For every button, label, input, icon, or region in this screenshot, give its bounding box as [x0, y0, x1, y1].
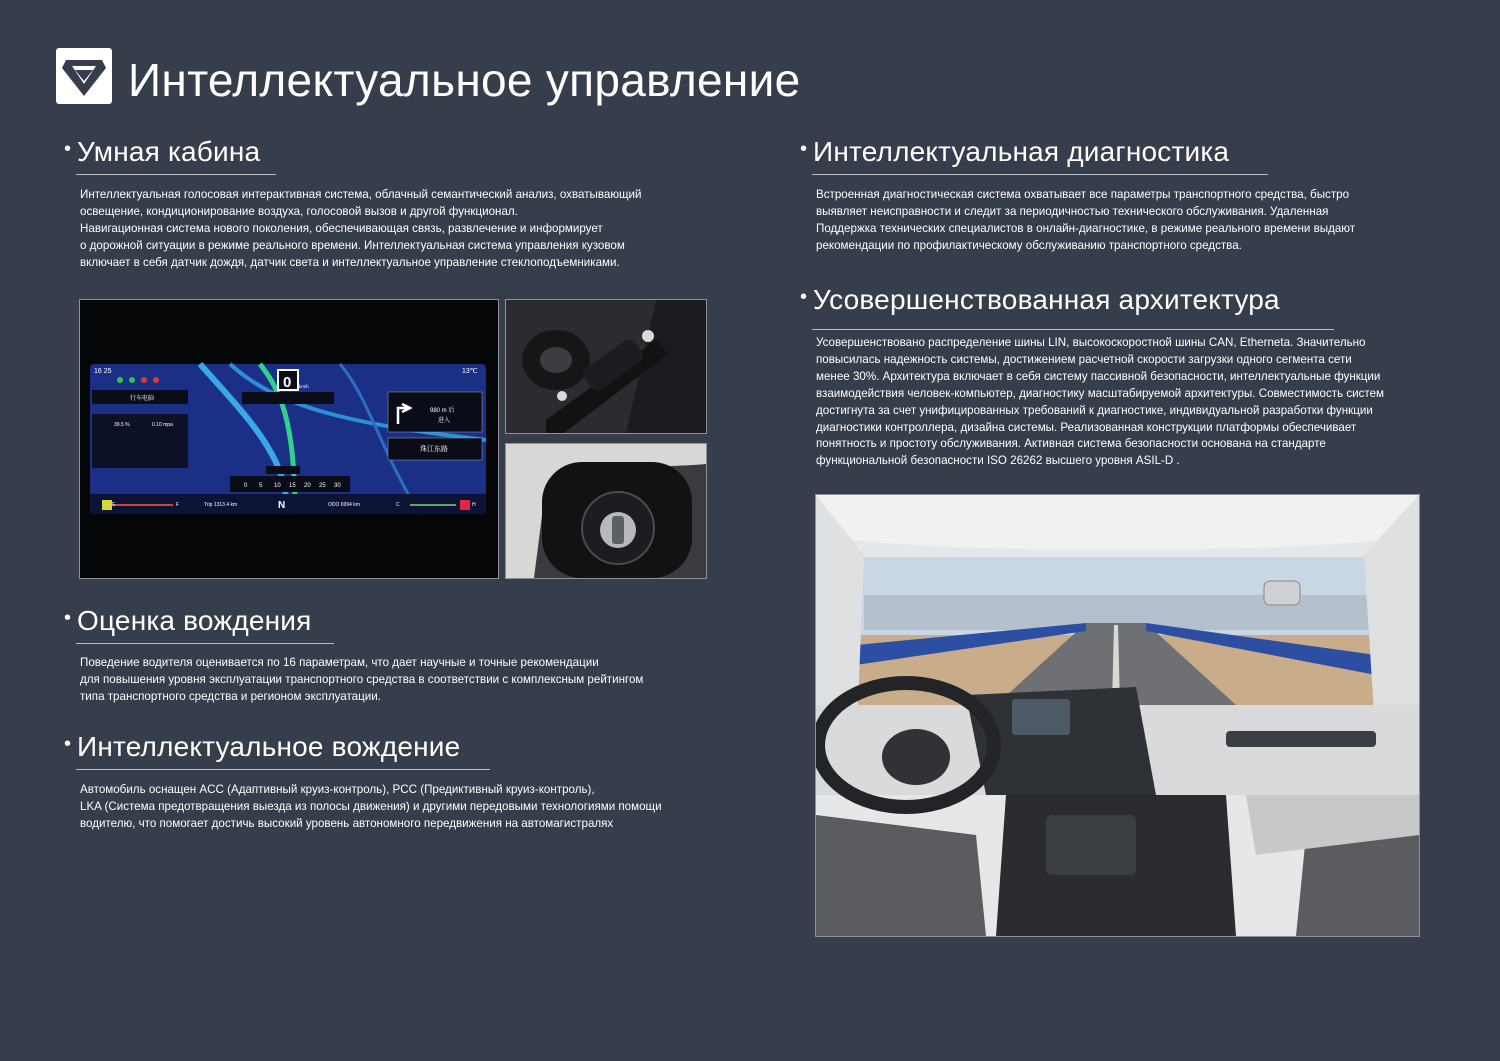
heading-underline	[76, 643, 334, 644]
dash-scale-label: 0	[244, 483, 248, 489]
driving-rating-text: Поведение водителя оценивается по 16 параметрам, что дает научные и точные рекомендации для повышения уровня эксплуатации транспортного средства в соответствии с комплексным рейтингом типа транспортного средства и регионом эксплуатации.	[80, 656, 644, 703]
dash-fuel-f: F	[176, 502, 180, 508]
dash-scale-label: 30	[334, 483, 341, 489]
section-heading-diagnostics: • Интеллектуальная диагностика	[800, 136, 1230, 167]
dash-scale-label: 25	[319, 483, 326, 489]
dash-nav-action: 进入	[438, 418, 451, 424]
dash-odo: ODO 6994 km	[328, 502, 360, 508]
dash-temp-c: C	[396, 502, 400, 508]
dash-nav-road: 珠江东路	[420, 446, 448, 453]
section-heading-smart-driving: • Интеллектуальное вождение	[64, 731, 461, 762]
dash-temperature: 13℃	[462, 368, 478, 375]
smart-cabin-text: Интеллектуальная голосовая интерактивная система, облачный семантический анализ, охватывающий освещение, кондиционирование воздуха, голосовой вызов и другой функционал. Навигационная система нового поколения, обеспечивающая связь, развлечение и информирует о дорожной ситуации в режиме реального времени. Интеллектуальная система управления кузовом включает в себя датчик дождя, датчик света и интеллектуальное управление стеклоподъемниками.	[80, 188, 642, 269]
architecture-text: Усовершенствовано распределение шины LIN, высокоскоростной шины CAN, Etherneta. Значительно повысилась надежность системы, достижением расчетной скорости загрузки одного сегмента сети менее 30%. Архитектура включает в себя систему пассивной безопасности, интеллектуальные функции взаимодействия человек-компьютер, диагностику масштабируемой архитектуры. Совместимость систем достигнута за счет унифицированных требований к диагностике, индивидуальной разработки функции диагностики контроллера, дизайна системы. Реализованная конструкции платформы обеспечивает понятность и простоту обслуживания. Активная система безопасности основана на стандарте функциональной безопасности ISO 26262 высшего уровня ASIL-D .	[816, 336, 1385, 468]
section-heading-smart-cabin: • Умная кабина	[64, 136, 261, 167]
dash-scale-label: 15	[289, 483, 296, 489]
dash-temp-h: H	[472, 502, 476, 508]
dash-scale-label: 5	[259, 483, 263, 489]
brand-logo	[56, 48, 112, 104]
page-title: Интеллектуальное управление	[128, 54, 801, 106]
diagnostics-text: Встроенная диагностическая система охватывает все параметры транспортного средства, быстро выявляет неисправности и следит за периодичностью технического обслуживания. Удаленная Поддержка технических специалистов в онлайн-диагностике, в режиме реального времени выдают рекомендации по профилактическому обслуживанию транспортного средства.	[816, 188, 1356, 252]
heading-underline	[812, 174, 1268, 175]
dash-media: 行车电脑	[130, 396, 155, 402]
dash-nav-distance: 980 m 后	[430, 408, 455, 414]
dash-pressure: 0.10 mpa	[152, 422, 173, 428]
dash-fuel-pct: 39.5 %	[114, 422, 130, 428]
dash-gear: N	[278, 500, 286, 511]
wiper-stalk-image	[505, 299, 707, 434]
light-switch-image	[505, 443, 707, 579]
dash-time: 16 25	[94, 368, 112, 375]
dash-scale-label: 20	[304, 483, 311, 489]
dashboard-image	[79, 299, 499, 579]
cabin-interior-image	[815, 494, 1420, 937]
heading-underline	[76, 769, 490, 770]
section-heading-driving-rating: • Оценка вождения	[64, 605, 312, 636]
dash-fuel-e: E	[112, 502, 116, 508]
section-heading-architecture: • Усовершенствованная архитектура	[800, 284, 1280, 315]
heading-underline	[812, 329, 1334, 330]
smart-driving-text: Автомобиль оснащен ACC (Адаптивный круиз-контроль), PCC (Предиктивный круиз-контроль), LKA (Система предотвращения выезда из полосы движения) и другими передовыми технологиями помощи водителю, что помогает достичь высокий уровень автономного передвижения на автомагистралях	[80, 783, 662, 830]
dash-speed: 0	[283, 374, 292, 391]
heading-underline	[76, 174, 276, 175]
dash-speed-unit: km/h	[299, 384, 309, 389]
dash-scale-label: 10	[274, 483, 281, 489]
dash-trip: Trip 1313.4 km	[204, 502, 238, 508]
